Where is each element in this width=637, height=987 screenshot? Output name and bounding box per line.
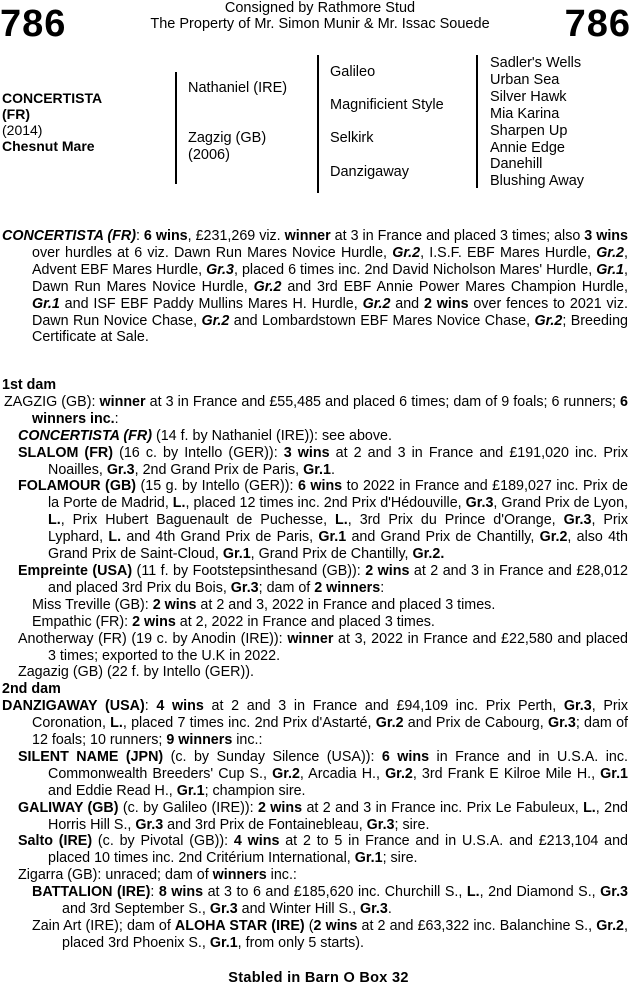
lot-number: 786 <box>0 3 67 45</box>
pedigree-fourth-generation <box>490 55 584 190</box>
horse-name: CONCERTISTA <box>2 90 103 106</box>
produce-concertista: CONCERTISTA (FR) (14 f. by Nathaniel (IRE)): see above. <box>18 427 392 444</box>
produce-anotherway: Anotherway (FR) (19 c. by Anodin (IRE)): winner at 3, 2022 in France and £22,580 and placed 3 times; exported to the U.K in 2022. <box>18 630 628 664</box>
pedigree-dam-name: Zagzig (GB) <box>188 130 267 146</box>
horse-record-paragraph: CONCERTISTA (FR): 6 wins, £231,269 viz. winner at 3 in France and placed 3 times; also 3 wins over hurdles at 6 viz. Dawn Run Mares Novice Hurdle, Gr.2, I.S.F. EBF Mares Hurdle, Gr.2, Advent EBF Mares Hurdle, Gr.3, placed 6 times inc. 2nd David Nicholson Mares' Hurdle, Gr.1, Dawn Run Mares Novice Hurdle, Gr.2 and 3rd EBF Annie Power Mares Champion Hurdle, Gr.1 and ISF EBF Paddy Mullins Mares H. Hurdle, Gr.2 and 2 wins over fences to 2021 viz. Dawn Run Novice Chase, Gr.2 and Lombardstown EBF Mares Novice Chase, Gr.2; Breeding Certificate at Sale. <box>2 228 628 346</box>
gd-3: Silver Hawk <box>490 88 567 105</box>
produce-galiway: GALIWAY (GB) (c. by Galileo (IRE)): 2 wins at 2 and 3 in France inc. Prix Le Fabuleux, L., 2nd Horris Hill S., Gr.3 and 3rd Prix de Fontainebleau, Gr.3; sire. <box>18 799 628 833</box>
produce-zigarra: Zigarra (GB): unraced; dam of winners inc.: <box>18 867 297 884</box>
produce-zagazig: Zagazig (GB) (22 f. by Intello (GER)). <box>18 664 254 681</box>
gd-5: Sharpen Up <box>490 122 568 139</box>
pedigree-dam-sire: Selkirk <box>330 130 374 146</box>
produce-battalion: BATTALION (IRE): 8 wins at 3 to 6 and £185,620 inc. Churchill S., L., 2nd Diamond S., Gr.3 and 3rd September S., Gr.3 and Winter Hill S., Gr.3. <box>32 884 628 918</box>
pedigree-divider-3 <box>476 55 478 188</box>
gd-8: Blushing Away <box>490 173 585 190</box>
pedigree-sire: Nathaniel (IRE) <box>188 80 288 96</box>
gd-1: Sadler's Wells <box>490 55 582 71</box>
horse-identity <box>2 90 102 154</box>
produce-silent-name: SILENT NAME (JPN) (c. by Sunday Silence (USA)): 6 wins in France and in U.S.A. inc. Commonwealth Breeders' Cup S., Gr.2, Arcadia H., Gr.2, 3rd Frank E Kilroe Mile H., Gr.1 and Eddie Read H., Gr.1; champion sire. <box>18 748 628 799</box>
produce-folamour: FOLAMOUR (GB) (15 g. by Intello (GER)): 6 wins to 2022 in France and £189,027 inc. Prix de la Porte de Madrid, L., placed 12 times inc. 2nd Prix d'Hédouville, Gr.3, Grand Prix de Lyon, L., Prix Hubert Baguenault de Puchesse, L., 3rd Prix du Prince d'Orange, Gr.3, Prix Lyphard, L. and 4th Grand Prix de Paris, Gr.1 and Grand Prix de Chantilly, Gr.2, also 4th Grand Prix de Saint-Cloud, Gr.1, Grand Prix de Chantilly, Gr.2. <box>18 478 628 563</box>
gd-2: Urban Sea <box>490 71 560 88</box>
owner: The Property of Mr. Simon Munir & Mr. Issac Souede <box>150 16 490 32</box>
pedigree-divider-1 <box>175 72 177 184</box>
pedigree-dam <box>188 130 266 164</box>
second-dam-paragraph: DANZIGAWAY (USA): 4 wins at 2 and 3 in France and £94,109 inc. Prix Perth, Gr.3, Prix Coronation, L., placed 7 times inc. 2nd Prix d'Astarté, Gr.2 and Prix de Cabourg, Gr.3; dam of 12 foals; 10 runners; 9 winners inc.: <box>2 698 629 749</box>
pedigree-dam-year: (2006) <box>188 147 230 163</box>
consignor: Consigned by Rathmore Stud <box>224 0 416 16</box>
family-record <box>2 377 628 952</box>
gd-7: Danehill <box>490 156 543 173</box>
produce-miss-treville: Miss Treville (GB): 2 wins at 2 and 3, 2022 in France and placed 3 times. <box>32 596 496 613</box>
horse-year: (2014) <box>2 122 43 138</box>
pedigree-sire-dam: Magnificient Style <box>330 97 444 113</box>
pedigree-sire-sire: Galileo <box>330 64 376 80</box>
pedigree-dam-dam: Danzigaway <box>330 164 409 180</box>
produce-empathic: Empathic (FR): 2 wins at 2, 2022 in France and placed 3 times. <box>32 613 435 630</box>
lot-number-right: 786 <box>564 3 631 45</box>
stabling-info: Stabled in Barn O Box 32 <box>228 970 409 986</box>
race-record <box>2 228 628 346</box>
horse-description: Chesnut Mare <box>2 138 95 154</box>
horse-origin: (FR) <box>2 106 30 122</box>
gd-6: Annie Edge <box>490 139 565 156</box>
produce-slalom: SLALOM (FR) (16 c. by Intello (GER)): 3 wins at 2 and 3 in France and £191,020 inc. Prix Noailles, Gr.3, 2nd Grand Prix de Paris, Gr.1. <box>18 444 628 478</box>
pedigree-divider-2 <box>317 55 319 193</box>
second-dam-heading: 2nd dam <box>2 681 61 698</box>
first-dam-paragraph: ZAGZIG (GB): winner at 3 in France and £55,485 and placed 6 times; dam of 9 foals; 6 runners; 6 winners inc.: <box>4 393 628 427</box>
gd-4: Mia Karina <box>490 105 560 122</box>
produce-salto: Salto (IRE) (c. by Pivotal (GB)): 4 wins at 2 to 5 in France and in U.S.A. and £213,104 and placed 10 times inc. 2nd Critérium International, Gr.1; sire. <box>18 833 629 867</box>
produce-zain-art: Zain Art (IRE); dam of ALOHA STAR (IRE) (2 wins at 2 and £63,322 inc. Balanchine S., Gr.2, placed 3rd Phoenix S., Gr.1, from only 5 starts). <box>32 918 628 951</box>
consignor-block <box>100 0 540 32</box>
first-dam-heading: 1st dam <box>2 377 57 393</box>
produce-empreinte: Empreinte (USA) (11 f. by Footstepsinthesand (GB)): 2 wins at 2 and 3 in France and £28,012 and placed 3rd Prix du Bois, Gr.3; dam of 2 winners: <box>18 562 628 596</box>
